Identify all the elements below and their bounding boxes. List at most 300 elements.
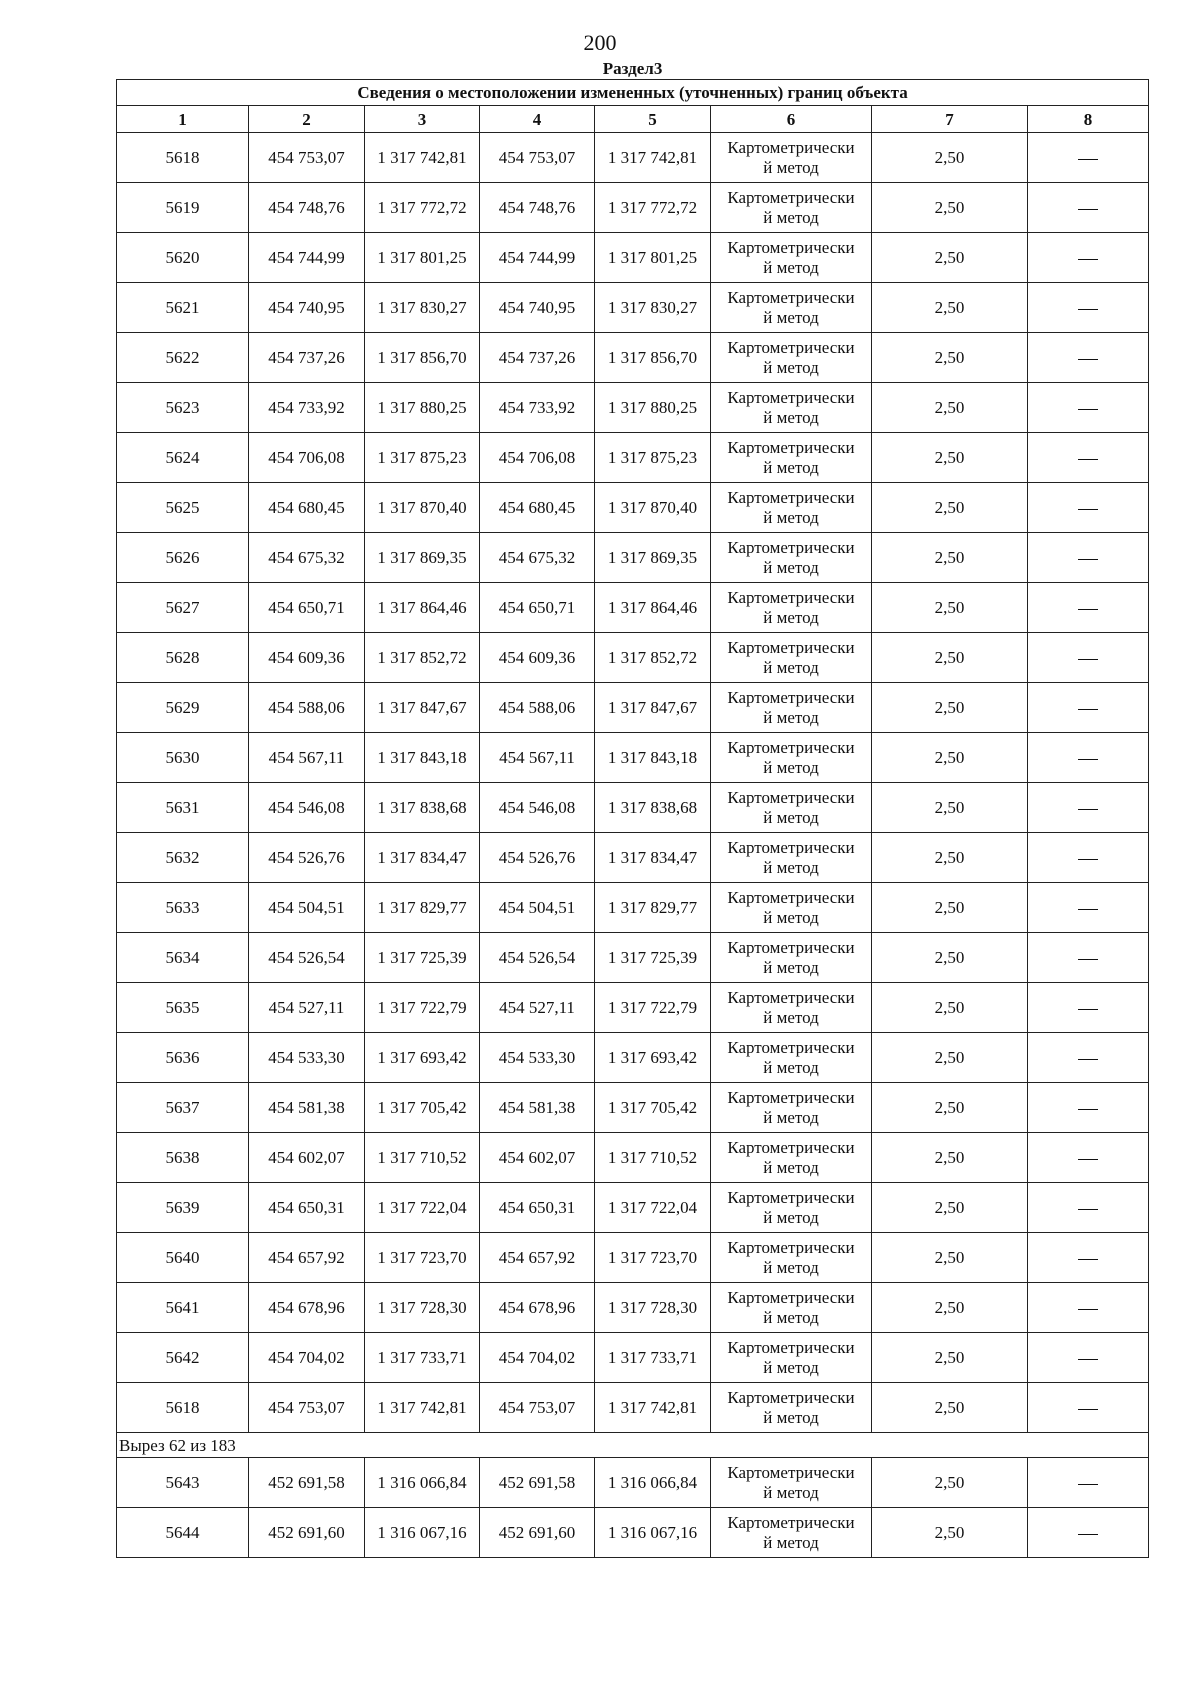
- dash-mark: [1078, 1009, 1098, 1010]
- dash-mark: [1078, 1534, 1098, 1535]
- table-row: [117, 1508, 1149, 1558]
- x-coordinate-new: 454 650,71: [480, 583, 595, 633]
- dash-mark: [1078, 1209, 1098, 1210]
- method-cell: [711, 183, 872, 233]
- y-coordinate-existing: 1 317 742,81: [365, 1383, 480, 1433]
- x-coordinate-new: 454 744,99: [480, 233, 595, 283]
- dash-mark: [1078, 209, 1098, 210]
- y-coordinate-existing: 1 317 875,23: [365, 433, 480, 483]
- method-text-line2: й метод: [763, 457, 819, 477]
- table-row: [117, 1458, 1149, 1508]
- method-text-line2: й метод: [763, 1107, 819, 1127]
- description-cell: [1028, 883, 1149, 933]
- y-coordinate-existing: 1 317 843,18: [365, 733, 480, 783]
- x-coordinate-existing: 454 526,76: [249, 833, 365, 883]
- y-coordinate-new: 1 316 067,16: [595, 1508, 711, 1558]
- method-text-line2: й метод: [763, 607, 819, 627]
- description-cell: [1028, 933, 1149, 983]
- method-text-line1: Картометрически: [727, 237, 855, 257]
- y-coordinate-new: 1 317 725,39: [595, 933, 711, 983]
- boundary-table: [116, 57, 1149, 1558]
- table-row: [117, 1183, 1149, 1233]
- table-row: [117, 433, 1149, 483]
- description-cell: [1028, 733, 1149, 783]
- method-text-line2: й метод: [763, 757, 819, 777]
- description-cell: [1028, 833, 1149, 883]
- dash-mark: [1078, 459, 1098, 460]
- method-text-line1: Картометрически: [727, 837, 855, 857]
- accuracy-value: 2,50: [872, 1033, 1028, 1083]
- y-coordinate-new: 1 317 870,40: [595, 483, 711, 533]
- y-coordinate-existing: 1 317 801,25: [365, 233, 480, 283]
- x-coordinate-existing: 454 753,07: [249, 133, 365, 183]
- dash-mark: [1078, 809, 1098, 810]
- description-cell: [1028, 433, 1149, 483]
- accuracy-value: 2,50: [872, 1183, 1028, 1233]
- point-number: 5638: [117, 1133, 249, 1183]
- method-text-line1: Картометрически: [727, 1387, 855, 1407]
- description-cell: [1028, 1333, 1149, 1383]
- method-text-line1: Картометрически: [727, 987, 855, 1007]
- point-number: 5627: [117, 583, 249, 633]
- y-coordinate-new: 1 317 723,70: [595, 1233, 711, 1283]
- method-cell: [711, 433, 872, 483]
- column-header: 4: [480, 106, 595, 133]
- dash-mark: [1078, 159, 1098, 160]
- dash-mark: [1078, 909, 1098, 910]
- accuracy-value: 2,50: [872, 433, 1028, 483]
- x-coordinate-existing: 454 504,51: [249, 883, 365, 933]
- method-text-line1: Картометрически: [727, 687, 855, 707]
- y-coordinate-new: 1 317 829,77: [595, 883, 711, 933]
- method-cell: [711, 583, 872, 633]
- table-row: [117, 783, 1149, 833]
- method-text-line1: Картометрически: [727, 487, 855, 507]
- method-text-line1: Картометрически: [727, 1087, 855, 1107]
- point-number: 5626: [117, 533, 249, 583]
- y-coordinate-existing: 1 317 728,30: [365, 1283, 480, 1333]
- y-coordinate-existing: 1 317 772,72: [365, 183, 480, 233]
- description-cell: [1028, 1508, 1149, 1558]
- method-cell: [711, 133, 872, 183]
- accuracy-value: 2,50: [872, 333, 1028, 383]
- point-number: 5643: [117, 1458, 249, 1508]
- y-coordinate-existing: 1 317 722,79: [365, 983, 480, 1033]
- point-number: 5618: [117, 133, 249, 183]
- method-text-line2: й метод: [763, 157, 819, 177]
- description-cell: [1028, 483, 1149, 533]
- x-coordinate-existing: 454 737,26: [249, 333, 365, 383]
- y-coordinate-new: 1 317 838,68: [595, 783, 711, 833]
- method-text-line2: й метод: [763, 357, 819, 377]
- x-coordinate-new: 454 546,08: [480, 783, 595, 833]
- y-coordinate-existing: 1 317 869,35: [365, 533, 480, 583]
- x-coordinate-existing: 454 609,36: [249, 633, 365, 683]
- y-coordinate-new: 1 317 843,18: [595, 733, 711, 783]
- method-text-line2: й метод: [763, 557, 819, 577]
- table-row: [117, 133, 1149, 183]
- table-row: [117, 1233, 1149, 1283]
- x-coordinate-existing: 454 704,02: [249, 1333, 365, 1383]
- point-number: 5624: [117, 433, 249, 483]
- dash-mark: [1078, 259, 1098, 260]
- accuracy-value: 2,50: [872, 283, 1028, 333]
- method-text-line2: й метод: [763, 807, 819, 827]
- accuracy-value: 2,50: [872, 733, 1028, 783]
- dash-mark: [1078, 1409, 1098, 1410]
- x-coordinate-existing: 454 675,32: [249, 533, 365, 583]
- method-text-line2: й метод: [763, 1057, 819, 1077]
- x-coordinate-existing: 454 650,71: [249, 583, 365, 633]
- point-number: 5628: [117, 633, 249, 683]
- method-text-line2: й метод: [763, 707, 819, 727]
- point-number: 5634: [117, 933, 249, 983]
- point-number: 5644: [117, 1508, 249, 1558]
- method-text-line2: й метод: [763, 1532, 819, 1552]
- y-coordinate-new: 1 316 066,84: [595, 1458, 711, 1508]
- point-number: 5637: [117, 1083, 249, 1133]
- method-text-line2: й метод: [763, 1407, 819, 1427]
- x-coordinate-new: 454 609,36: [480, 633, 595, 683]
- table-row: [117, 983, 1149, 1033]
- dash-mark: [1078, 359, 1098, 360]
- x-coordinate-existing: 454 744,99: [249, 233, 365, 283]
- x-coordinate-new: 454 680,45: [480, 483, 595, 533]
- description-cell: [1028, 1033, 1149, 1083]
- accuracy-value: 2,50: [872, 833, 1028, 883]
- x-coordinate-existing: 454 602,07: [249, 1133, 365, 1183]
- description-cell: [1028, 983, 1149, 1033]
- table-row: [117, 183, 1149, 233]
- column-header: 6: [711, 106, 872, 133]
- x-coordinate-existing: 454 733,92: [249, 383, 365, 433]
- point-number: 5639: [117, 1183, 249, 1233]
- description-cell: [1028, 683, 1149, 733]
- x-coordinate-new: 454 753,07: [480, 133, 595, 183]
- description-cell: [1028, 533, 1149, 583]
- point-number: 5630: [117, 733, 249, 783]
- method-text-line1: Картометрически: [727, 337, 855, 357]
- accuracy-value: 2,50: [872, 383, 1028, 433]
- description-cell: [1028, 233, 1149, 283]
- x-coordinate-existing: 454 748,76: [249, 183, 365, 233]
- method-text-line2: й метод: [763, 257, 819, 277]
- x-coordinate-new: 454 657,92: [480, 1233, 595, 1283]
- method-cell: [711, 283, 872, 333]
- y-coordinate-new: 1 317 710,52: [595, 1133, 711, 1183]
- y-coordinate-new: 1 317 847,67: [595, 683, 711, 733]
- method-cell: [711, 1458, 872, 1508]
- column-header: 2: [249, 106, 365, 133]
- method-text-line2: й метод: [763, 1257, 819, 1277]
- point-number: 5635: [117, 983, 249, 1033]
- dash-mark: [1078, 409, 1098, 410]
- method-text-line2: й метод: [763, 1007, 819, 1027]
- accuracy-value: 2,50: [872, 1458, 1028, 1508]
- dash-mark: [1078, 1359, 1098, 1360]
- x-coordinate-new: 454 675,32: [480, 533, 595, 583]
- point-number: 5642: [117, 1333, 249, 1383]
- point-number: 5623: [117, 383, 249, 433]
- table-row: [117, 383, 1149, 433]
- y-coordinate-new: 1 317 834,47: [595, 833, 711, 883]
- method-text-line1: Картометрически: [727, 1462, 855, 1482]
- method-text-line2: й метод: [763, 407, 819, 427]
- accuracy-value: 2,50: [872, 1133, 1028, 1183]
- y-coordinate-existing: 1 317 864,46: [365, 583, 480, 633]
- x-coordinate-new: 454 527,11: [480, 983, 595, 1033]
- x-coordinate-new: 454 753,07: [480, 1383, 595, 1433]
- description-cell: [1028, 1133, 1149, 1183]
- method-text-line1: Картометрически: [727, 537, 855, 557]
- method-text-line1: Картометрически: [727, 887, 855, 907]
- y-coordinate-existing: 1 317 830,27: [365, 283, 480, 333]
- x-coordinate-existing: 454 588,06: [249, 683, 365, 733]
- table-row: [117, 683, 1149, 733]
- accuracy-value: 2,50: [872, 133, 1028, 183]
- method-cell: [711, 783, 872, 833]
- method-cell: [711, 833, 872, 883]
- y-coordinate-existing: 1 316 067,16: [365, 1508, 480, 1558]
- x-coordinate-existing: 454 527,11: [249, 983, 365, 1033]
- method-text-line1: Картометрически: [727, 137, 855, 157]
- method-cell: [711, 1233, 872, 1283]
- method-cell: [711, 1383, 872, 1433]
- y-coordinate-new: 1 317 852,72: [595, 633, 711, 683]
- method-text-line2: й метод: [763, 907, 819, 927]
- method-text-line2: й метод: [763, 207, 819, 227]
- method-text-line2: й метод: [763, 1357, 819, 1377]
- method-text-line2: й метод: [763, 657, 819, 677]
- dash-mark: [1078, 759, 1098, 760]
- method-cell: [711, 1283, 872, 1333]
- x-coordinate-existing: 454 657,92: [249, 1233, 365, 1283]
- table-row: [117, 733, 1149, 783]
- table-row: [117, 233, 1149, 283]
- point-number: 5632: [117, 833, 249, 883]
- y-coordinate-new: 1 317 693,42: [595, 1033, 711, 1083]
- y-coordinate-new: 1 317 880,25: [595, 383, 711, 433]
- y-coordinate-new: 1 317 875,23: [595, 433, 711, 483]
- y-coordinate-new: 1 317 722,79: [595, 983, 711, 1033]
- y-coordinate-new: 1 317 728,30: [595, 1283, 711, 1333]
- x-coordinate-new: 454 602,07: [480, 1133, 595, 1183]
- method-text-line1: Картометрически: [727, 387, 855, 407]
- accuracy-value: 2,50: [872, 1383, 1028, 1433]
- x-coordinate-existing: 454 526,54: [249, 933, 365, 983]
- dash-mark: [1078, 1059, 1098, 1060]
- y-coordinate-existing: 1 317 856,70: [365, 333, 480, 383]
- x-coordinate-existing: 454 706,08: [249, 433, 365, 483]
- description-cell: [1028, 333, 1149, 383]
- accuracy-value: 2,50: [872, 1283, 1028, 1333]
- x-coordinate-existing: 454 567,11: [249, 733, 365, 783]
- description-cell: [1028, 283, 1149, 333]
- y-coordinate-existing: 1 317 693,42: [365, 1033, 480, 1083]
- separator-label: Вырез 62 из 183: [117, 1433, 1149, 1458]
- x-coordinate-new: 454 706,08: [480, 433, 595, 483]
- accuracy-value: 2,50: [872, 683, 1028, 733]
- method-text-line1: Картометрически: [727, 937, 855, 957]
- dash-mark: [1078, 659, 1098, 660]
- table-title: Сведения о местоположении измененных (уточненных) границ объекта: [117, 80, 1149, 106]
- point-number: 5621: [117, 283, 249, 333]
- y-coordinate-existing: 1 317 733,71: [365, 1333, 480, 1383]
- dash-mark: [1078, 1109, 1098, 1110]
- table-row: [117, 1333, 1149, 1383]
- method-text-line1: Картометрически: [727, 1512, 855, 1532]
- table-row: [117, 583, 1149, 633]
- method-cell: [711, 983, 872, 1033]
- accuracy-value: 2,50: [872, 483, 1028, 533]
- method-cell: [711, 1333, 872, 1383]
- dash-mark: [1078, 559, 1098, 560]
- table-row: [117, 483, 1149, 533]
- method-text-line2: й метод: [763, 307, 819, 327]
- dash-mark: [1078, 1159, 1098, 1160]
- accuracy-value: 2,50: [872, 583, 1028, 633]
- accuracy-value: 2,50: [872, 1333, 1028, 1383]
- method-text-line1: Картометрически: [727, 1037, 855, 1057]
- method-text-line1: Картометрически: [727, 1287, 855, 1307]
- y-coordinate-new: 1 317 772,72: [595, 183, 711, 233]
- y-coordinate-existing: 1 317 723,70: [365, 1233, 480, 1283]
- x-coordinate-new: 454 581,38: [480, 1083, 595, 1133]
- method-text-line2: й метод: [763, 1207, 819, 1227]
- description-cell: [1028, 1233, 1149, 1283]
- description-cell: [1028, 583, 1149, 633]
- table-row: [117, 883, 1149, 933]
- point-number: 5622: [117, 333, 249, 383]
- table-row: [117, 1133, 1149, 1183]
- table-row: [117, 1283, 1149, 1333]
- method-text-line2: й метод: [763, 857, 819, 877]
- method-cell: [711, 1133, 872, 1183]
- y-coordinate-existing: 1 317 870,40: [365, 483, 480, 533]
- method-cell: [711, 233, 872, 283]
- x-coordinate-new: 454 526,76: [480, 833, 595, 883]
- dash-mark: [1078, 609, 1098, 610]
- column-header: 1: [117, 106, 249, 133]
- table-row: [117, 833, 1149, 883]
- column-header: 7: [872, 106, 1028, 133]
- dash-mark: [1078, 309, 1098, 310]
- method-cell: [711, 1033, 872, 1083]
- dash-mark: [1078, 509, 1098, 510]
- method-cell: [711, 333, 872, 383]
- method-cell: [711, 483, 872, 533]
- table-row: [117, 1383, 1149, 1433]
- method-cell: [711, 933, 872, 983]
- dash-mark: [1078, 1484, 1098, 1485]
- dash-mark: [1078, 959, 1098, 960]
- y-coordinate-existing: 1 317 710,52: [365, 1133, 480, 1183]
- y-coordinate-existing: 1 317 705,42: [365, 1083, 480, 1133]
- x-coordinate-new: 454 678,96: [480, 1283, 595, 1333]
- y-coordinate-new: 1 317 830,27: [595, 283, 711, 333]
- method-text-line1: Картометрически: [727, 1337, 855, 1357]
- accuracy-value: 2,50: [872, 533, 1028, 583]
- method-cell: [711, 383, 872, 433]
- section-title: Раздел3: [602, 58, 663, 78]
- page-number: 200: [583, 30, 617, 55]
- x-coordinate-existing: 454 680,45: [249, 483, 365, 533]
- y-coordinate-existing: 1 317 838,68: [365, 783, 480, 833]
- method-text-line1: Картометрически: [727, 437, 855, 457]
- description-cell: [1028, 783, 1149, 833]
- accuracy-value: 2,50: [872, 933, 1028, 983]
- accuracy-value: 2,50: [872, 183, 1028, 233]
- separator-row: [117, 1433, 1149, 1458]
- accuracy-value: 2,50: [872, 783, 1028, 833]
- description-cell: [1028, 1283, 1149, 1333]
- method-cell: [711, 533, 872, 583]
- x-coordinate-new: 454 533,30: [480, 1033, 595, 1083]
- method-cell: [711, 1183, 872, 1233]
- point-number: 5629: [117, 683, 249, 733]
- method-text-line2: й метод: [763, 1307, 819, 1327]
- method-text-line1: Картометрически: [727, 637, 855, 657]
- x-coordinate-new: 454 588,06: [480, 683, 595, 733]
- y-coordinate-existing: 1 317 852,72: [365, 633, 480, 683]
- x-coordinate-new: 454 740,95: [480, 283, 595, 333]
- x-coordinate-existing: 454 740,95: [249, 283, 365, 333]
- method-cell: [711, 683, 872, 733]
- point-number: 5625: [117, 483, 249, 533]
- table-row: [117, 1033, 1149, 1083]
- x-coordinate-existing: 454 546,08: [249, 783, 365, 833]
- table-row: [117, 633, 1149, 683]
- accuracy-value: 2,50: [872, 233, 1028, 283]
- method-text-line2: й метод: [763, 507, 819, 527]
- method-text-line1: Картометрически: [727, 1137, 855, 1157]
- y-coordinate-existing: 1 317 722,04: [365, 1183, 480, 1233]
- method-text-line1: Картометрически: [727, 1187, 855, 1207]
- y-coordinate-existing: 1 317 742,81: [365, 133, 480, 183]
- method-cell: [711, 633, 872, 683]
- description-cell: [1028, 133, 1149, 183]
- method-text-line1: Картометрически: [727, 1237, 855, 1257]
- method-text-line2: й метод: [763, 957, 819, 977]
- point-number: 5631: [117, 783, 249, 833]
- x-coordinate-existing: 454 581,38: [249, 1083, 365, 1133]
- x-coordinate-existing: 454 678,96: [249, 1283, 365, 1333]
- accuracy-value: 2,50: [872, 1508, 1028, 1558]
- point-number: 5619: [117, 183, 249, 233]
- description-cell: [1028, 1183, 1149, 1233]
- x-coordinate-new: 454 733,92: [480, 383, 595, 433]
- y-coordinate-existing: 1 317 829,77: [365, 883, 480, 933]
- point-number: 5618: [117, 1383, 249, 1433]
- x-coordinate-new: 454 650,31: [480, 1183, 595, 1233]
- method-cell: [711, 733, 872, 783]
- x-coordinate-new: 454 504,51: [480, 883, 595, 933]
- y-coordinate-new: 1 317 801,25: [595, 233, 711, 283]
- x-coordinate-new: 454 526,54: [480, 933, 595, 983]
- description-cell: [1028, 1383, 1149, 1433]
- x-coordinate-existing: 452 691,60: [249, 1508, 365, 1558]
- method-cell: [711, 1508, 872, 1558]
- x-coordinate-new: 454 737,26: [480, 333, 595, 383]
- accuracy-value: 2,50: [872, 983, 1028, 1033]
- accuracy-value: 2,50: [872, 1083, 1028, 1133]
- column-header: 8: [1028, 106, 1149, 133]
- table-row: [117, 533, 1149, 583]
- accuracy-value: 2,50: [872, 883, 1028, 933]
- point-number: 5641: [117, 1283, 249, 1333]
- y-coordinate-new: 1 317 856,70: [595, 333, 711, 383]
- column-header: 3: [365, 106, 480, 133]
